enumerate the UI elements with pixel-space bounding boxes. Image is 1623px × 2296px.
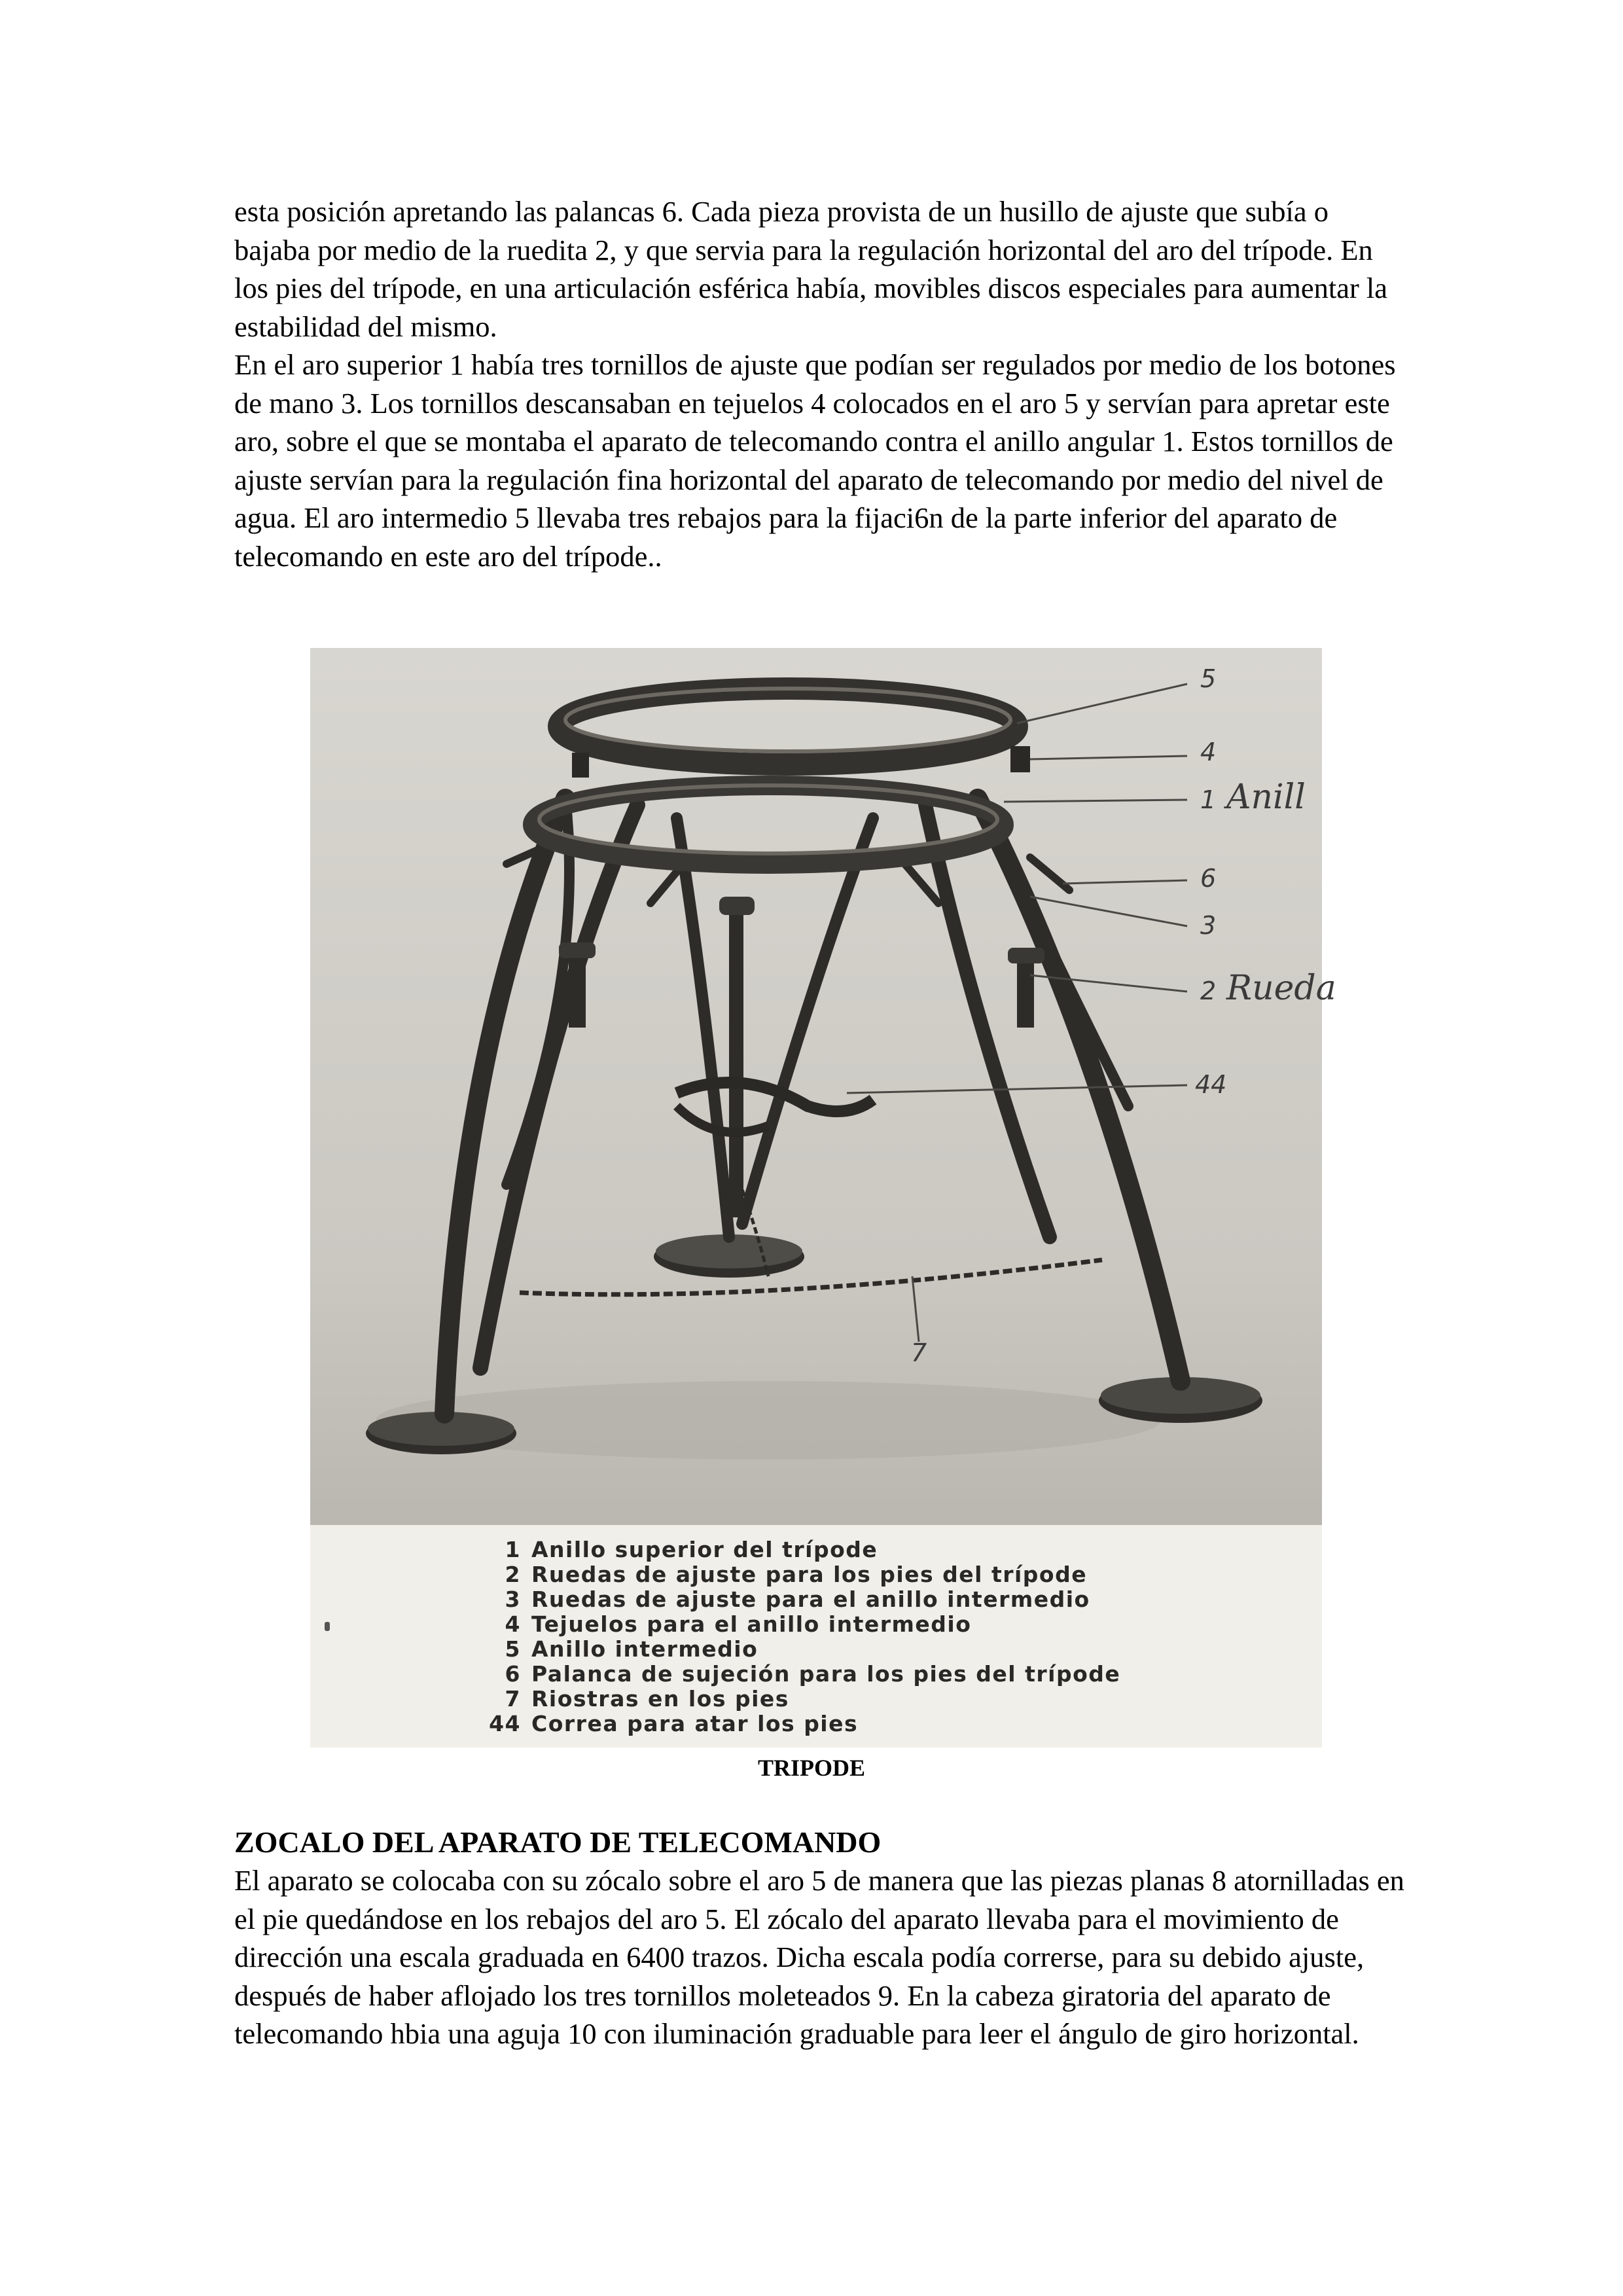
legend-number: 4 — [505, 1611, 521, 1637]
figure-legend — [310, 1525, 1322, 1748]
legend-text: Riostras en los pies — [531, 1686, 789, 1712]
callout-44: 44 — [1195, 1070, 1227, 1099]
legend-text: Anillo intermedio — [531, 1636, 758, 1662]
legend-text: Ruedas de ajuste para los pies del trípode — [531, 1562, 1088, 1587]
callout-1: 1 — [1200, 785, 1217, 814]
legend-row — [310, 1562, 1322, 1587]
legend-row — [310, 1611, 1322, 1636]
callout-2: 2 — [1200, 977, 1217, 1005]
legend-row — [310, 1711, 1322, 1736]
callout-5: 5 — [1200, 664, 1217, 693]
callout-3: 3 — [1200, 911, 1217, 940]
legend-row — [310, 1537, 1322, 1562]
paragraph-3: El aparato se colocaba con su zócalo sobre el aro 5 de manera que las piezas planas 8 atornilladas en el pie quedándose en los rebajos del aro 5. El zócalo del aparato llevaba para el movimiento de dirección una escala graduada en 6400 trazos. Dicha escala podía correrse, para su debido ajuste, después de haber aflojado los tres tornillos moleteados 9. En la cabeza giratoria del aparato de telecomando hbia una aguja 10 con iluminación graduable para leer el ángulo de giro horizontal. — [234, 1864, 1404, 2050]
legend-row — [310, 1636, 1322, 1661]
section-heading: ZOCALO DEL APARATO DE TELECOMANDO — [234, 1825, 882, 1859]
legend-number: 2 — [505, 1562, 521, 1587]
legend-number: 7 — [505, 1686, 521, 1712]
legend-number: 1 — [505, 1537, 521, 1562]
legend-number: 5 — [505, 1636, 521, 1662]
handwritten-rueda: Rueda — [1226, 969, 1336, 1008]
tripod-figure — [310, 648, 1336, 1748]
paragraph-1: esta posición apretando las palancas 6. Cada pieza provista de un husillo de ajuste que subía o bajaba por medio de la ruedita 2, y que servia para la regulación horizontal del aro del trípode. En los pies del trípode, en una articulación esférica había, movibles discos especiales para aumentar la estabilidad del mismo. — [234, 195, 1388, 343]
figure-caption: TRIPODE — [757, 1755, 866, 1781]
legend-text: Anillo superior del trípode — [531, 1537, 878, 1562]
legend-text: Correa para atar los pies — [531, 1711, 859, 1736]
callout-6: 6 — [1200, 864, 1217, 893]
paragraph-2: En el aro superior 1 había tres tornillos de ajuste que podían ser regulados por medio de los botones de mano 3. Los tornillos descansaban en tejuelos 4 colocados en el aro 5 y servían para apretar este aro, sobre el que se montaba el aparato de telecomando contra el anillo angular 1. Estos tornillos de ajuste servían para la regulación fina horizontal del aparato de telecomando por medio del nivel de agua. El aro intermedio 5 llevaba tres rebajos para la fijaci6n de la parte inferior del aparato de telecomando en este aro del trípode.. — [234, 348, 1396, 573]
handwritten-anillo: Anill — [1226, 778, 1306, 817]
callout-7: 7 — [911, 1338, 927, 1367]
callout-4: 4 — [1200, 738, 1217, 766]
legend-row — [310, 1661, 1322, 1686]
legend-text: Ruedas de ajuste para el anillo intermedio — [531, 1587, 1090, 1612]
legend-number: 3 — [505, 1587, 521, 1612]
legend-row — [310, 1686, 1322, 1711]
tripod-photo — [310, 648, 1336, 1525]
legend-number: 44 — [489, 1711, 521, 1736]
legend-row — [310, 1587, 1322, 1611]
legend-text: Palanca de sujeción para los pies del trípode — [531, 1661, 1121, 1687]
legend-text: Tejuelos para el anillo intermedio — [531, 1611, 972, 1637]
legend-number: 6 — [505, 1661, 521, 1687]
